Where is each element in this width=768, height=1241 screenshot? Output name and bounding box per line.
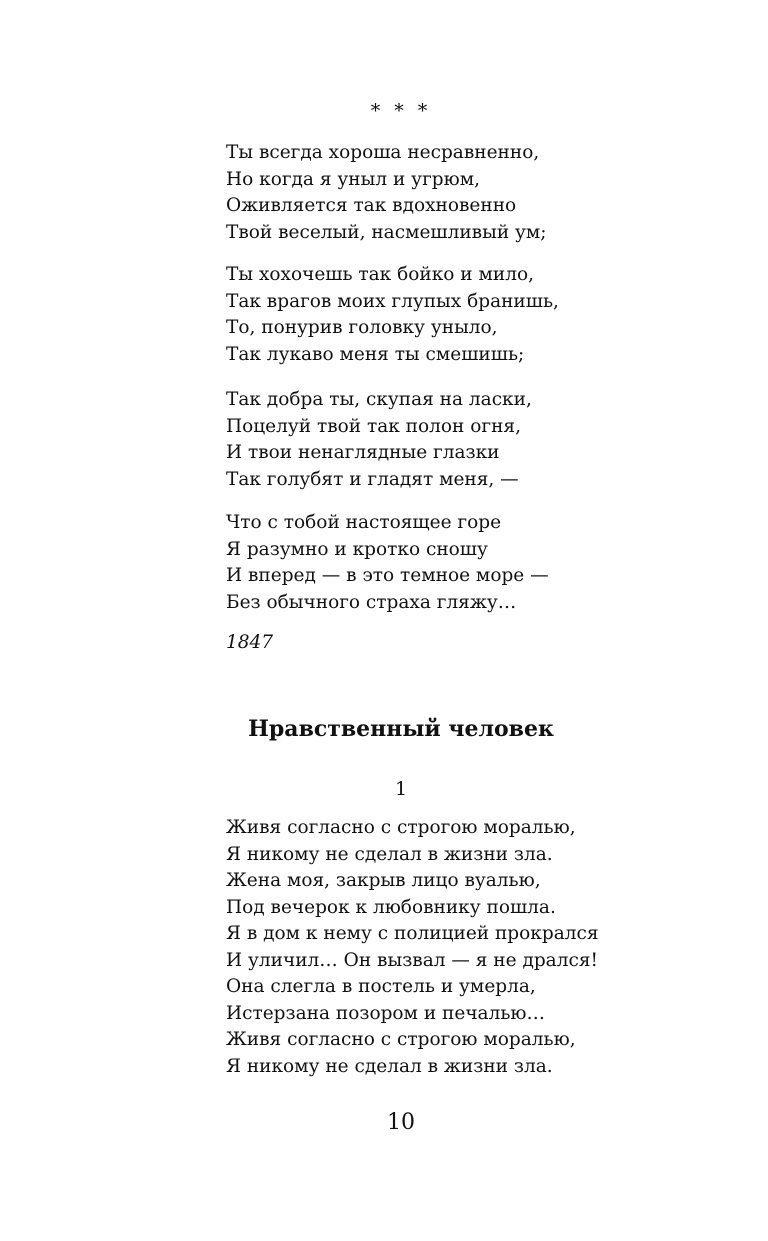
verse-line: И уличил… Он вызвал — я не дрался!: [226, 949, 598, 971]
verse-line: Жена моя, закрыв лицо вуалью,: [226, 870, 541, 891]
verse-line: Так голубят и гладят меня, —: [226, 468, 519, 490]
verse-line: Ты хохочешь так бойко и мило,: [226, 264, 535, 285]
asterism-separator: * * *: [370, 100, 432, 122]
verse-line: Твой веселый, насмешливый ум;: [226, 221, 547, 243]
verse-line: Ты всегда хороша несравненно,: [226, 142, 540, 163]
verse-line: Что с тобой настоящее горе: [226, 512, 502, 533]
poem-stanza-1: [226, 140, 746, 246]
verse-line: Так врагов моих глупых бранишь,: [226, 290, 559, 312]
verse-line: И вперед — в это темное море —: [226, 565, 549, 586]
verse-line: Но когда я уныл и угрюм,: [226, 168, 480, 190]
poem-date: 1847: [226, 632, 274, 653]
verse-line: Так лукаво меня ты смешишь;: [226, 343, 525, 365]
verse-line: И твои ненаглядные глазки: [226, 442, 500, 463]
poem-stanza-2: [226, 262, 746, 368]
section-number: 1: [394, 778, 408, 800]
verse-line: Так добра ты, скупая на ласки,: [226, 389, 532, 410]
verse-line: Живя согласно с строгою моралью,: [226, 817, 576, 838]
verse-line: Поцелуй твой так полон огня,: [226, 415, 521, 437]
poem-title: Нравственный человек: [248, 716, 554, 742]
verse-line: Под вечерок к любовнику пошла.: [226, 896, 556, 918]
verse-line: Я никому не сделал в жизни зла.: [226, 1055, 553, 1077]
page-number: 10: [387, 1110, 415, 1135]
verse-line: Я в дом к нему с полицией прокрался: [226, 923, 599, 944]
poem-section-1: [226, 815, 746, 1080]
verse-line: Я никому не сделал в жизни зла.: [226, 843, 553, 865]
verse-line: Оживляется так вдохновенно: [226, 195, 517, 216]
verse-line: Живя согласно с строгою моралью,: [226, 1029, 576, 1050]
poem-stanza-4: [226, 510, 746, 616]
verse-line: Истерзана позором и печалью…: [226, 1002, 546, 1024]
verse-line: Без обычного страха гляжу…: [226, 591, 517, 613]
verse-line: Я разумно и кротко сношу: [226, 538, 488, 560]
verse-line: Она слегла в постель и умерла,: [226, 976, 536, 997]
verse-line: То, понурив головку уныло,: [226, 317, 498, 338]
poem-stanza-3: [226, 387, 746, 493]
